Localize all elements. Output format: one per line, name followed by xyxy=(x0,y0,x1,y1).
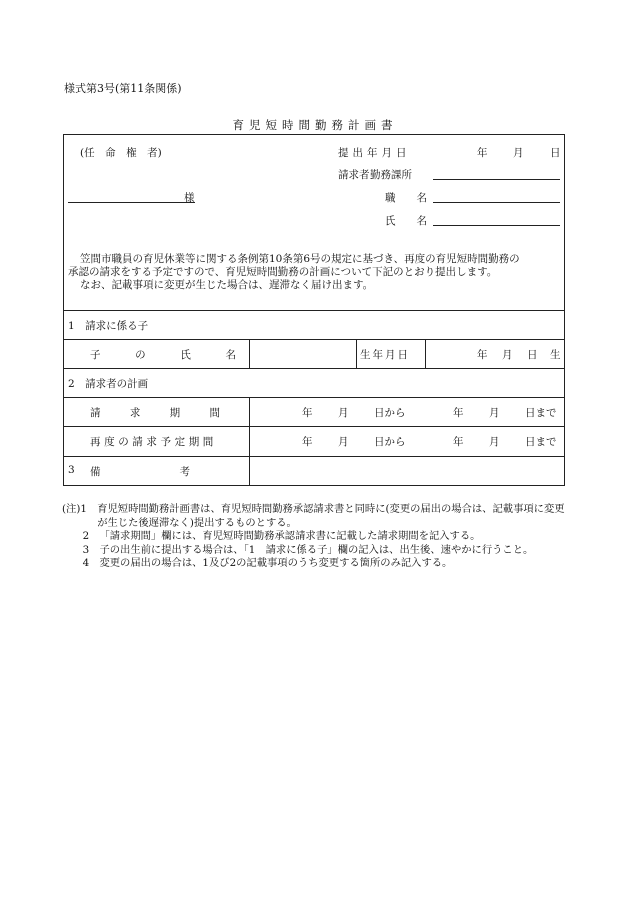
note-text: 「請求期間」欄には、育児短時間勤務承認請求書に記載した請求期間を記入する。 xyxy=(99,530,481,542)
note-number: 3 xyxy=(62,543,100,556)
planned-period-label: 再度の請求予定期間 xyxy=(90,436,217,448)
page-title: 育児短時間勤務計画書 xyxy=(232,118,398,132)
label-char: 備 xyxy=(90,466,101,478)
addressee-honorific: 様 xyxy=(184,192,195,204)
child-name-label xyxy=(90,347,236,362)
child-name-field[interactable] xyxy=(252,342,354,366)
submission-day: 日 xyxy=(550,147,561,159)
section3-number: 3 xyxy=(68,464,75,476)
divider-period-row-top xyxy=(63,397,565,398)
remarks-label xyxy=(90,464,190,479)
note-number: 4 xyxy=(62,557,100,569)
label-char: 氏 xyxy=(180,349,191,361)
divider-birth-label-left xyxy=(356,339,357,368)
statement-line: なお、記載事項に変更が生じた場合は、遅滞なく届け出ます。 xyxy=(80,279,374,291)
birth-suffix: 生 xyxy=(550,349,561,361)
planned-start-year: 年 xyxy=(302,436,313,448)
note-item xyxy=(62,503,567,530)
birth-month: 月 xyxy=(502,349,513,361)
planned-end-year: 年 xyxy=(453,436,464,448)
label-char: の xyxy=(135,349,146,361)
label-char: 請 xyxy=(90,407,101,419)
note-number: (注)1 xyxy=(62,503,98,515)
form-number: 様式第3号(第11条関係) xyxy=(64,82,182,95)
note-text: 子の出生前に提出する場合は、「1 請求に係る子」欄の記入は、出生後、速やかに行うこと。 xyxy=(99,543,534,556)
divider-birth-label-right xyxy=(425,339,426,368)
birth-day: 日 xyxy=(527,349,538,361)
planned-start-month: 月 xyxy=(338,436,349,448)
planned-start-from: 日から xyxy=(374,436,406,448)
name-field-line[interactable] xyxy=(433,225,560,226)
statement-line: 笠間市職員の育児休業等に関する条例第10条第6号の規定に基づき、再度の育児短時間勤務の xyxy=(80,253,520,265)
statement-paragraph xyxy=(68,253,563,292)
label-char: 考 xyxy=(179,466,190,478)
divider-child-row-top xyxy=(63,339,565,340)
section2-heading: 2 請求者の計画 xyxy=(68,378,149,390)
period-start-year: 年 xyxy=(302,407,313,419)
period-start-month: 月 xyxy=(338,407,349,419)
label-char: 名 xyxy=(225,349,236,361)
period-end-year: 年 xyxy=(453,407,464,419)
office-field-line[interactable] xyxy=(433,179,560,180)
note-item xyxy=(62,557,567,571)
period-end-month: 月 xyxy=(489,407,500,419)
planned-end-month: 月 xyxy=(489,436,500,448)
name-label: 氏 名 xyxy=(385,215,427,227)
office-label: 勤務課所 xyxy=(370,169,412,181)
submission-date-label: 提出年月日 xyxy=(338,147,411,159)
remarks-field[interactable] xyxy=(252,459,562,484)
period-start-from: 日から xyxy=(374,407,406,419)
statement-line: 承認の請求をする予定ですので、育児短時間勤務の計画について下記のとおり提出します。 xyxy=(68,266,498,278)
position-label: 職 名 xyxy=(385,192,427,204)
label-char: 期 xyxy=(169,407,181,419)
notes-section xyxy=(62,503,567,571)
divider-section1-top xyxy=(63,310,565,311)
requester-label: 請求者 xyxy=(338,169,370,181)
divider-label-column xyxy=(249,397,250,486)
submission-month: 月 xyxy=(513,147,524,159)
period-end-until: 日まで xyxy=(525,407,557,419)
note-item xyxy=(62,544,567,558)
note-item xyxy=(62,530,567,544)
submission-year: 年 xyxy=(477,147,488,159)
position-field-line[interactable] xyxy=(433,202,560,203)
label-char: 子 xyxy=(90,349,101,361)
note-text: 変更の届出の場合は、1及び2の記載事項のうち変更する箇所のみ記入する。 xyxy=(99,557,453,569)
divider-label-column xyxy=(249,339,250,368)
note-number: 2 xyxy=(62,530,100,542)
planned-end-until: 日まで xyxy=(525,436,557,448)
section1-heading: 1 請求に係る子 xyxy=(68,320,149,332)
appointing-authority-label: (任 命 権 者) xyxy=(80,147,162,159)
birth-date-label: 生年月日 xyxy=(360,349,410,361)
request-period-label xyxy=(90,405,220,420)
note-text: 育児短時間勤務計画書は、育児短時間勤務承認請求書と同時に(変更の届出の場合は、記載事項に変更が生じた後遅滞なく)提出するものとする。 xyxy=(97,503,565,529)
divider-section3-top xyxy=(63,456,565,457)
divider-planned-row-top xyxy=(63,426,565,427)
addressee-name-line xyxy=(68,202,195,203)
label-char: 求 xyxy=(129,407,141,419)
label-char: 間 xyxy=(209,407,220,419)
divider-section2-top xyxy=(63,368,565,369)
birth-year: 年 xyxy=(477,349,488,361)
